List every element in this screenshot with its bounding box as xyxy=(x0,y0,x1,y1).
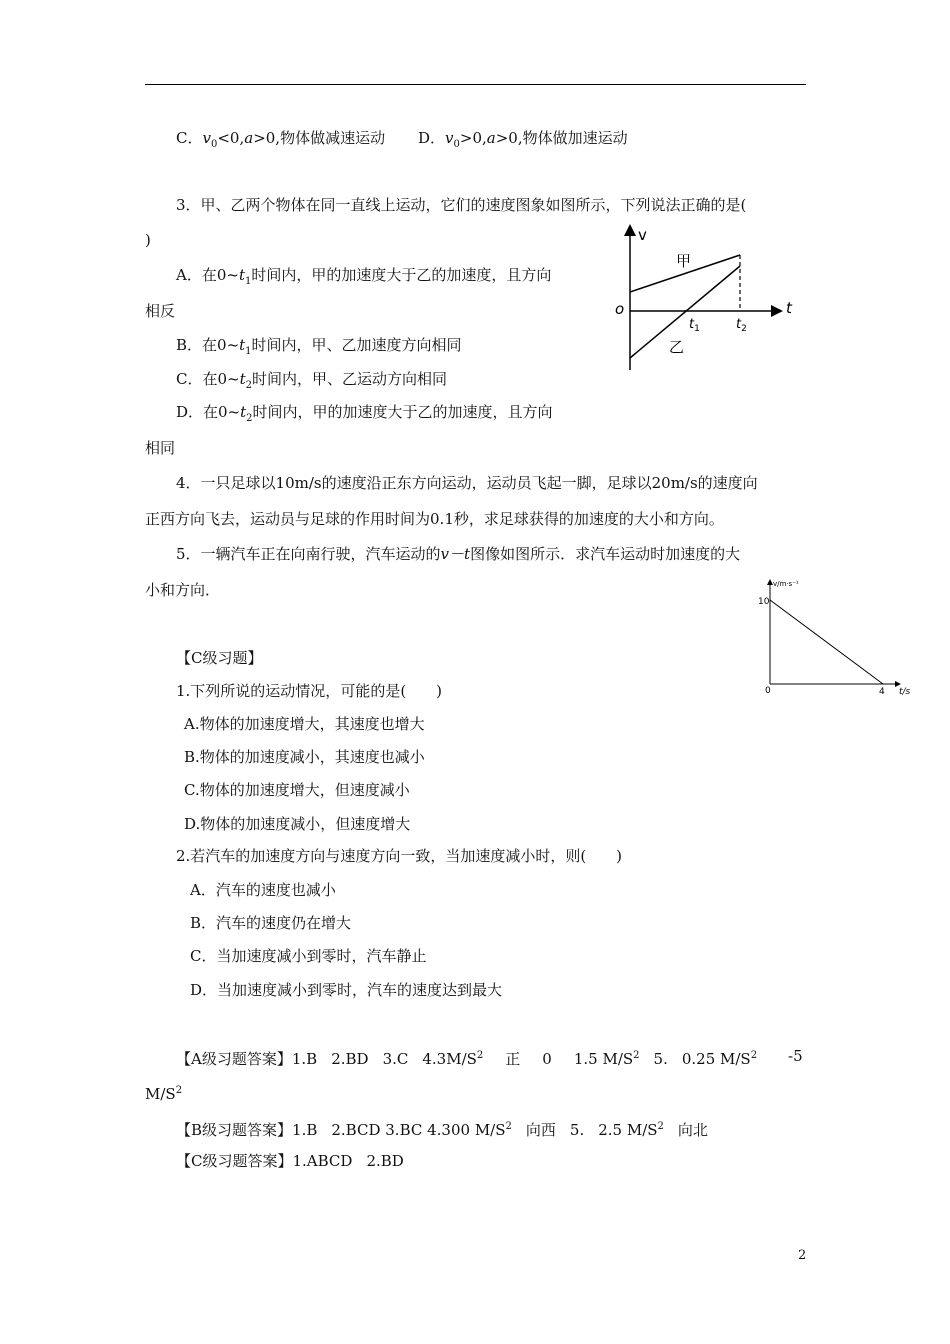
c-q1-option-b: B.物体的加速度减小，其速度也减小 xyxy=(184,748,425,766)
option-c: C．$v_0<0,a>0$,物体做减速运动 xyxy=(176,129,386,150)
q5-y-tick: 10 xyxy=(758,597,770,607)
c-q2-option-a: A．汽车的速度也减小 xyxy=(190,881,336,899)
q3-yi-label: 乙 xyxy=(669,338,685,356)
q3-origin-label: o xyxy=(615,300,625,318)
q3-stem-cont: ) xyxy=(145,231,151,249)
q3-option-d-cont: 相同 xyxy=(145,439,176,457)
q3-option-a-cont: 相反 xyxy=(145,302,176,320)
q5-x-label: t/s xyxy=(899,687,911,697)
q5-x-tick: 4 xyxy=(879,687,885,697)
q5-line1: 5．一辆汽车正在向南行驶，汽车运动的v－t图像如图所示．求汽车运动时加速度的大 xyxy=(176,545,741,563)
q5-origin: 0 xyxy=(765,686,771,696)
option-d: D．$v_0>0,a>0$,物体做加速运动 xyxy=(418,129,628,150)
c-q1-option-c: C.物体的加速度增大，但速度减小 xyxy=(184,781,410,799)
q3-option-d: D．在$0\sim t_2$时间内，甲的加速度大于乙的加速度，且方向 xyxy=(176,403,553,424)
q4-line2: 正西方向飞去，运动员与足球的作用时间为0.1秒，求足球获得的加速度的大小和方向。 xyxy=(145,510,724,528)
q5-line2: 小和方向． xyxy=(145,581,221,599)
answers-a-last: -5 xyxy=(788,1047,803,1065)
c-q2-option-b: B．汽车的速度仍在增大 xyxy=(190,914,352,932)
q4-line1: 4．一只足球以10m/s的速度沿正东方向运动，运动员飞起一脚，足球以20m/s的速度向 xyxy=(176,474,758,492)
c-q2-option-d: D．当加速度减小到零时，汽车的速度达到最大 xyxy=(190,981,503,999)
c-q2: 2.若汽车的加速度方向与速度方向一致，当加速度减小时，则( ) xyxy=(176,847,623,865)
c-q1: 1.下列所说的运动情况，可能的是( ) xyxy=(176,682,443,700)
q5-y-label: v/m·s⁻¹ xyxy=(773,580,799,588)
answers-a-cont: $M/S^2$ xyxy=(145,1085,183,1103)
q3-t-label: t xyxy=(786,299,792,317)
q3-option-b: B．在$0\sim t_1$时间内，甲、乙加速度方向相同 xyxy=(176,336,462,357)
q3-velocity-graph xyxy=(605,222,805,377)
c-q1-option-a: A.物体的加速度增大，其速度也增大 xyxy=(184,715,425,733)
header-rule xyxy=(145,84,806,85)
q3-line-yi xyxy=(630,266,740,358)
q3-option-a: A．在$0\sim t_1$时间内，甲的加速度大于乙的加速度，且方向 xyxy=(176,266,552,287)
answers-a: 【A级习题答案】1.B 2.BD 3.C $4.3M/S^2$ 正 0 1.5 $M/S^2$ 5. 0.25 $M/S^2$ xyxy=(176,1050,758,1068)
c-section-heading: 【C级习题】 xyxy=(176,649,263,667)
q3-jia-label: 甲 xyxy=(676,252,692,270)
page-number: 2 xyxy=(798,1248,807,1263)
q5-vt-graph xyxy=(755,574,925,704)
q3-stem: 3．甲、乙两个物体在同一直线上运动，它们的速度图象如图所示，下列说法正确的是( xyxy=(176,196,747,214)
answers-b: 【B级习题答案】1.B 2.BCD 3.BC 4.300 $M/S^2$ 向西 5. 2.5 $M/S^2$ 向北 xyxy=(176,1121,708,1139)
q3-v-label: v xyxy=(638,226,647,244)
answers-c: 【C级习题答案】1.ABCD 2.BD xyxy=(176,1152,404,1170)
q5-velocity-line xyxy=(770,600,883,684)
q3-t1-label: $t_1$ xyxy=(689,317,700,334)
c-q1-option-d: D.物体的加速度减小，但速度增大 xyxy=(184,815,411,833)
q3-t2-label: $t_2$ xyxy=(736,317,747,334)
c-q2-option-c: C．当加速度减小到零时，汽车静止 xyxy=(190,947,427,965)
q3-option-c: C．在$0\sim t_2$时间内，甲、乙运动方向相同 xyxy=(176,370,448,391)
